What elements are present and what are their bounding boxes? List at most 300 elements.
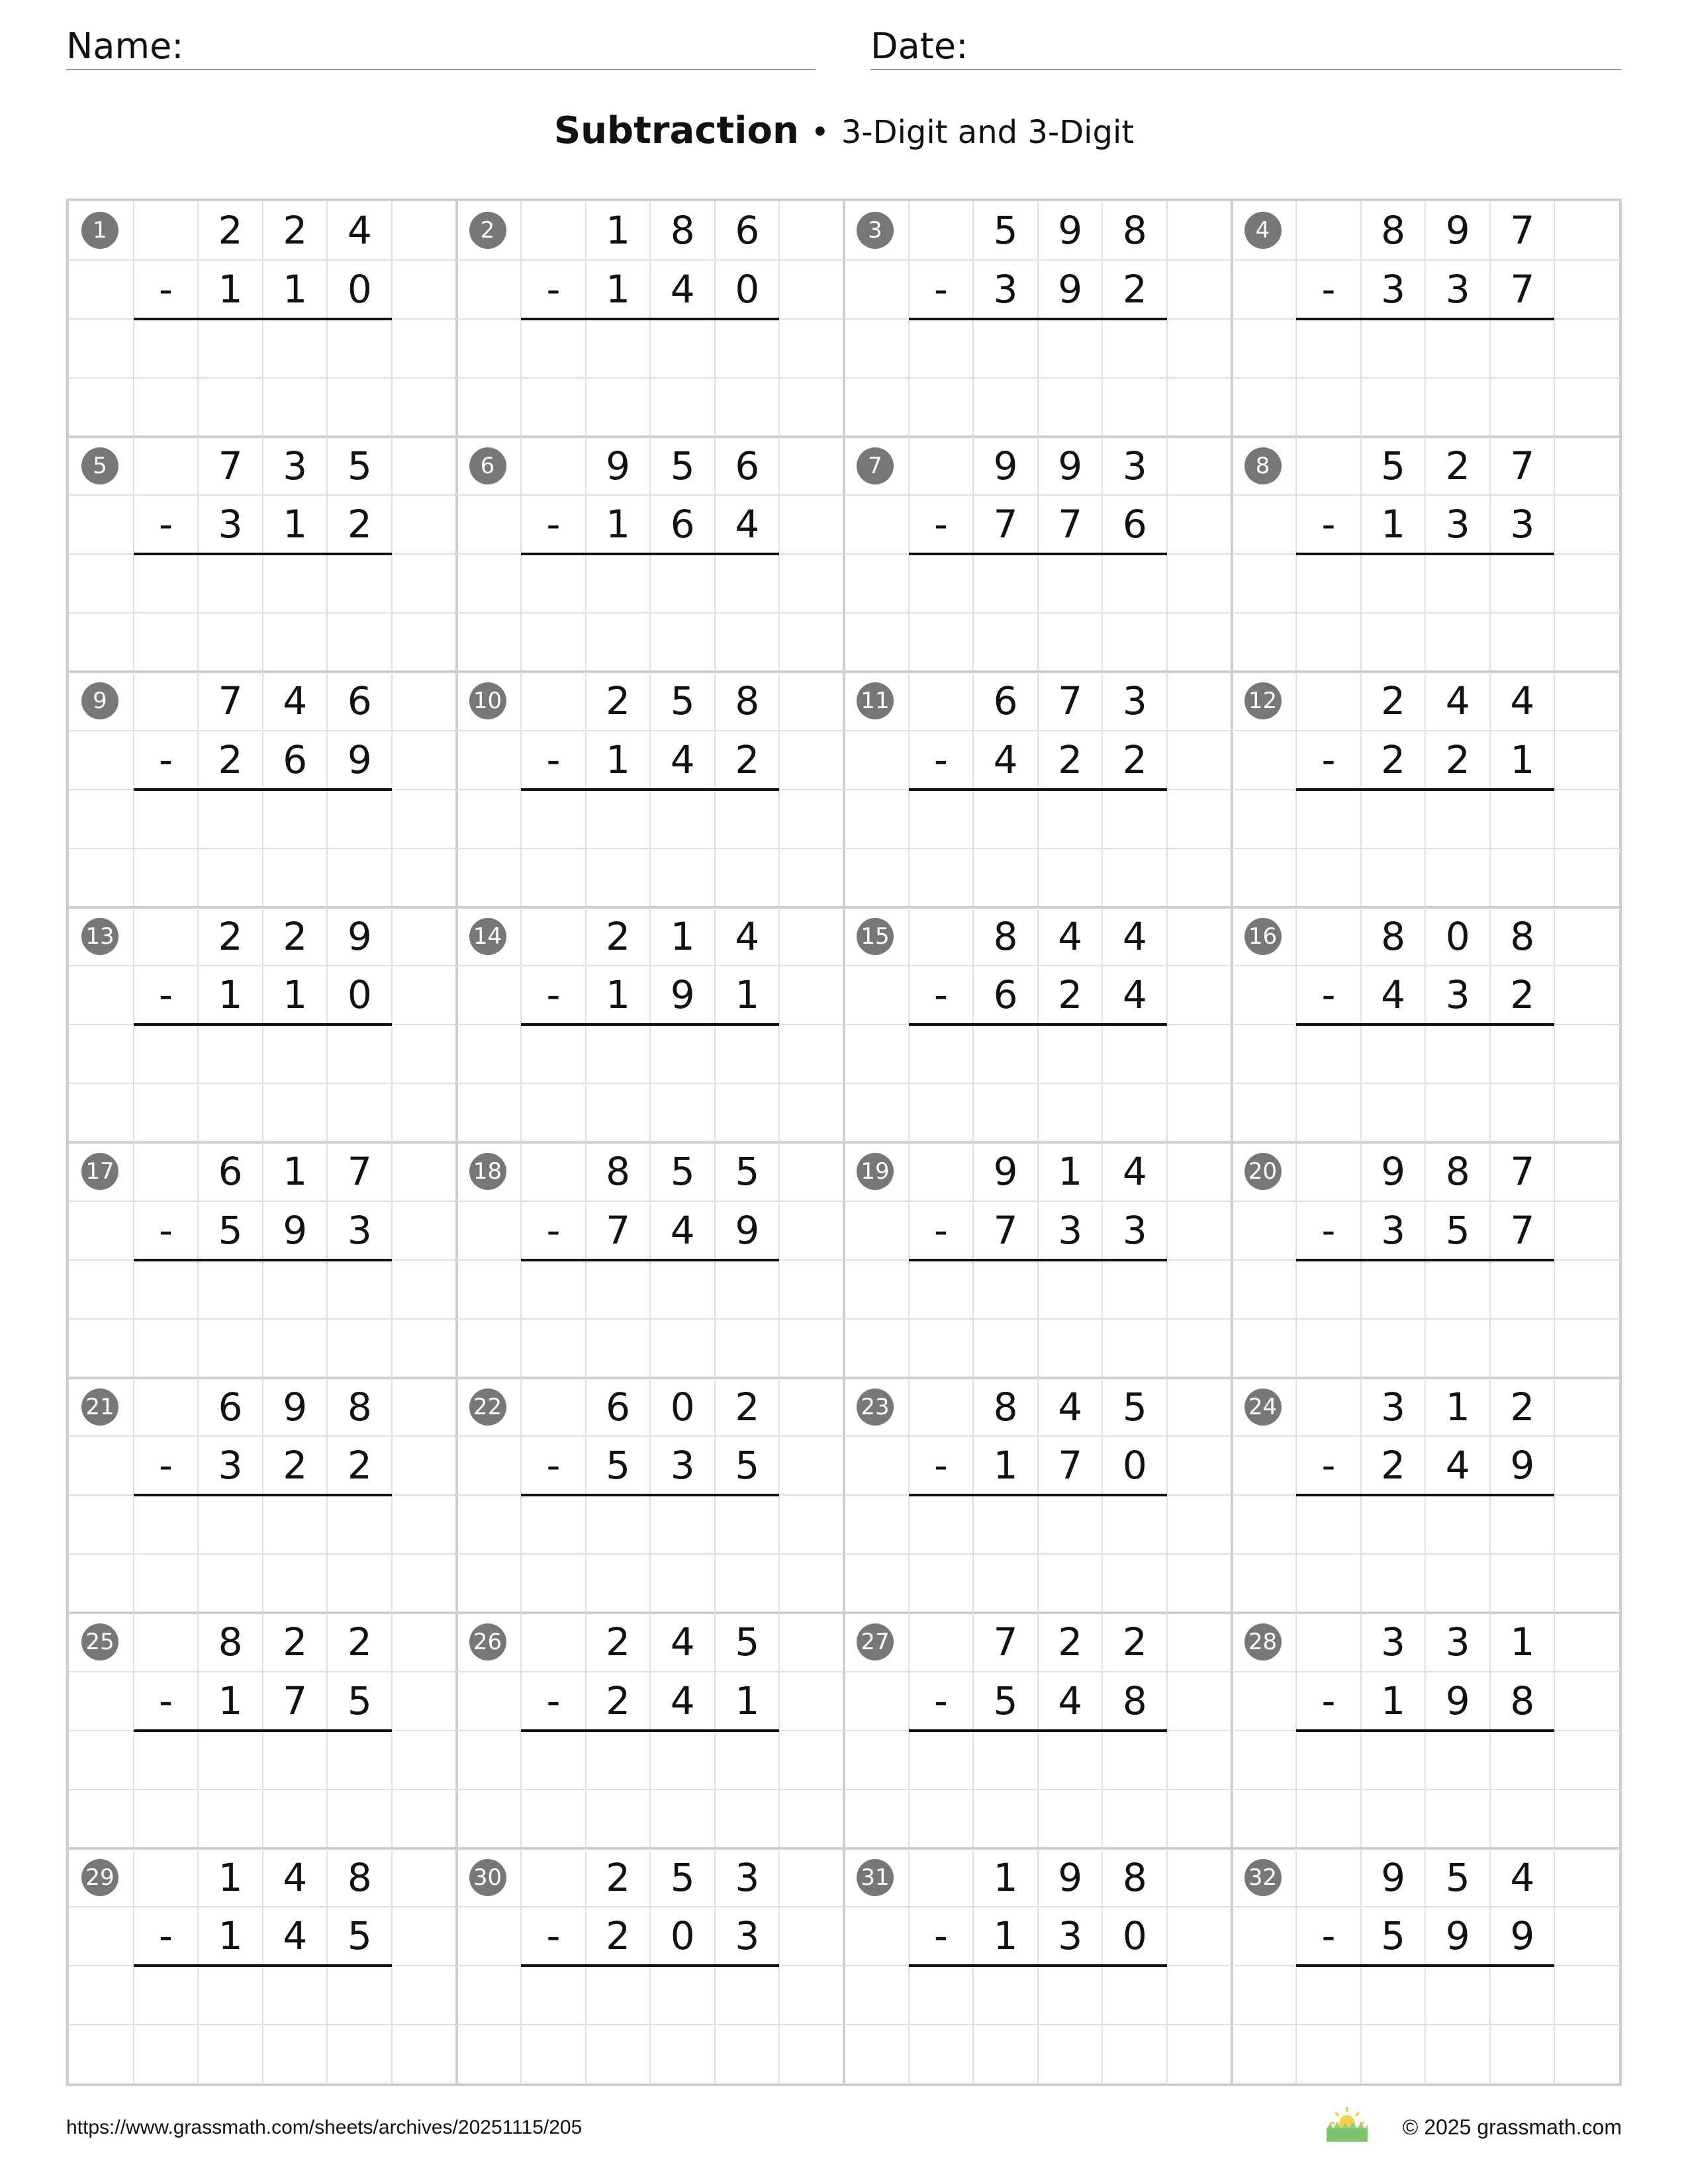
minus-sign: - [1321, 502, 1336, 547]
subtrahend-digit: 7 [993, 1207, 1018, 1253]
footer-url: https://www.grassmath.com/sheets/archives/20251115/205 [66, 2116, 583, 2138]
subtrahend-digit: 5 [347, 1913, 372, 1959]
problem-cell [457, 672, 846, 908]
subtrahend-digit: 1 [606, 737, 631, 782]
problem-number-badge: 11 [857, 682, 894, 719]
subtrahend-digit: 1 [218, 972, 243, 1018]
subtrahend-digit: 3 [1058, 1913, 1083, 1959]
minus-sign: - [159, 972, 173, 1018]
minus-sign: - [159, 1207, 173, 1253]
minuend-digit: 4 [283, 1854, 308, 1900]
minuend-digit: 3 [283, 443, 308, 488]
subtrahend-digit: 2 [1058, 737, 1083, 782]
subtrahend-digit: 2 [735, 737, 760, 782]
minuend-digit: 8 [1122, 208, 1147, 253]
grid-line [457, 612, 846, 614]
subtrahend-digit: 9 [735, 1207, 760, 1253]
minuend-digit: 2 [606, 678, 631, 723]
problem-cell [1232, 437, 1621, 673]
grid-line [457, 2024, 846, 2025]
minuend-digit: 9 [993, 1149, 1018, 1194]
minuend-digit: 9 [1058, 1854, 1083, 1900]
minuend-digit: 1 [1058, 1149, 1083, 1194]
minuend-digit: 3 [1122, 678, 1147, 723]
subtrahend-digit: 2 [1445, 737, 1470, 782]
subtrahend-digit: 9 [670, 972, 695, 1018]
grid-line [457, 1083, 846, 1084]
minuend-digit: 2 [606, 1854, 631, 1900]
problem-number-badge: 18 [469, 1153, 506, 1190]
subtrahend-digit: 1 [993, 1443, 1018, 1488]
subtrahend-digit: 9 [1445, 1678, 1470, 1723]
grid-line [69, 1318, 458, 1320]
problem-cell [844, 672, 1233, 908]
grid-line [1232, 2024, 1621, 2025]
minus-sign: - [934, 972, 948, 1018]
minus-sign: - [1321, 1913, 1336, 1959]
answer-line [1296, 1964, 1554, 1967]
minuend-digit: 2 [283, 913, 308, 959]
subtrahend-digit: 9 [347, 737, 372, 782]
problem-number-badge: 28 [1244, 1623, 1282, 1661]
subtrahend-digit: 4 [670, 1207, 695, 1253]
problem-number-badge: 1 [81, 212, 118, 249]
minuend-digit: 8 [606, 1149, 631, 1194]
minuend-digit: 2 [347, 1619, 372, 1664]
subtrahend-digit: 5 [993, 1678, 1018, 1723]
answer-line [1296, 318, 1554, 320]
grid-line [1232, 1083, 1621, 1084]
subtrahend-digit: 5 [735, 1443, 760, 1488]
subtrahend-digit: 3 [1510, 502, 1535, 547]
subtrahend-digit: 0 [735, 266, 760, 312]
minuend-digit: 4 [735, 913, 760, 959]
problem-number-badge: 25 [81, 1623, 118, 1661]
subtrahend-digit: 6 [283, 737, 308, 782]
grid-line [69, 612, 458, 614]
subtrahend-digit: 9 [1058, 266, 1083, 312]
subtrahend-digit: 1 [735, 972, 760, 1018]
problem-number-badge: 30 [469, 1859, 506, 1896]
minus-sign: - [1321, 972, 1336, 1018]
subtrahend-digit: 2 [1122, 737, 1147, 782]
minus-sign: - [546, 266, 561, 312]
grid-line [1232, 377, 1621, 379]
subtrahend-digit: 1 [1381, 502, 1406, 547]
minuend-digit: 2 [218, 913, 243, 959]
problem-number-badge: 16 [1244, 918, 1282, 955]
minuend-digit: 2 [1381, 678, 1406, 723]
subtrahend-digit: 5 [1445, 1207, 1470, 1253]
problem-cell [1232, 1613, 1621, 1849]
problem-number-badge: 23 [857, 1388, 894, 1426]
minuend-digit: 7 [218, 443, 243, 488]
grid-line [844, 612, 1233, 614]
problem-number-badge: 24 [1244, 1388, 1282, 1426]
minus-sign: - [934, 1913, 948, 1959]
minuend-digit: 7 [1510, 443, 1535, 488]
subtrahend-digit: 1 [606, 972, 631, 1018]
subtrahend-digit: 2 [606, 1913, 631, 1959]
subtrahend-digit: 4 [1122, 972, 1147, 1018]
footer-copyright: © 2025 grassmath.com [1402, 2115, 1622, 2139]
subtrahend-digit: 1 [283, 502, 308, 547]
problem-cell [69, 1378, 458, 1614]
minus-sign: - [546, 502, 561, 547]
subtrahend-digit: 1 [735, 1678, 760, 1723]
problem-number-badge: 15 [857, 918, 894, 955]
subtrahend-digit: 1 [283, 266, 308, 312]
minus-sign: - [546, 1207, 561, 1253]
subtrahend-digit: 3 [1445, 972, 1470, 1018]
problem-number-badge: 19 [857, 1153, 894, 1190]
grid-line [844, 377, 1233, 379]
answer-line [909, 1729, 1167, 1732]
minuend-digit: 3 [735, 1854, 760, 1900]
minuend-digit: 1 [993, 1854, 1018, 1900]
problem-cell [457, 1613, 846, 1849]
minuend-digit: 8 [1510, 913, 1535, 959]
minuend-digit: 5 [1381, 443, 1406, 488]
answer-line [909, 1023, 1167, 1026]
problem-number-badge: 5 [81, 447, 118, 484]
subtrahend-digit: 0 [1122, 1913, 1147, 1959]
subtrahend-digit: 5 [218, 1207, 243, 1253]
subtrahend-digit: 1 [606, 502, 631, 547]
subtrahend-digit: 2 [283, 1443, 308, 1488]
grid-line [69, 1789, 458, 1790]
minuend-digit: 7 [993, 1619, 1018, 1664]
minus-sign: - [159, 1678, 173, 1723]
minus-sign: - [934, 1678, 948, 1723]
grid-line [69, 2024, 458, 2025]
minuend-digit: 6 [735, 443, 760, 488]
grid-line [457, 1318, 846, 1320]
minuend-digit: 4 [1122, 1149, 1147, 1194]
problem-cell [69, 907, 458, 1144]
subtrahend-digit: 1 [1510, 737, 1535, 782]
minuend-digit: 8 [1381, 913, 1406, 959]
minus-sign: - [159, 266, 173, 312]
minuend-digit: 6 [606, 1384, 631, 1430]
problem-cell [1232, 907, 1621, 1144]
minuend-digit: 9 [606, 443, 631, 488]
minus-sign: - [546, 1443, 561, 1488]
minuend-digit: 2 [283, 1619, 308, 1664]
subtrahend-digit: 9 [1510, 1913, 1535, 1959]
answer-line [521, 553, 779, 555]
subtrahend-digit: 9 [1445, 1913, 1470, 1959]
grid-line [1232, 1318, 1621, 1320]
subtrahend-digit: 2 [1058, 972, 1083, 1018]
minus-sign: - [159, 737, 173, 782]
subtrahend-digit: 5 [1381, 1913, 1406, 1959]
subtrahend-digit: 5 [606, 1443, 631, 1488]
problem-number-badge: 29 [81, 1859, 118, 1896]
subtrahend-digit: 2 [1381, 737, 1406, 782]
problem-cell [1232, 1848, 1621, 2085]
minuend-digit: 2 [1510, 1384, 1535, 1430]
minuend-digit: 9 [993, 443, 1018, 488]
minuend-digit: 3 [1381, 1619, 1406, 1664]
subtrahend-digit: 7 [1510, 266, 1535, 312]
grid-line [844, 1789, 1233, 1790]
minus-sign: - [546, 972, 561, 1018]
minuend-digit: 5 [735, 1619, 760, 1664]
grid-line [844, 1083, 1233, 1084]
minuend-digit: 4 [1122, 913, 1147, 959]
answer-line [134, 553, 392, 555]
title-separator: • [810, 114, 829, 151]
minus-sign: - [934, 1443, 948, 1488]
answer-line [1296, 788, 1554, 791]
minuend-digit: 2 [283, 208, 308, 253]
subtrahend-digit: 6 [670, 502, 695, 547]
answer-line [521, 1729, 779, 1732]
grid-line [1232, 612, 1621, 614]
problem-cell [844, 907, 1233, 1144]
problem-number-badge: 21 [81, 1388, 118, 1426]
minuend-digit: 7 [1058, 678, 1083, 723]
problem-cell [457, 1378, 846, 1614]
minuend-digit: 4 [1058, 1384, 1083, 1430]
minuend-digit: 6 [347, 678, 372, 723]
minuend-digit: 4 [1510, 1854, 1535, 1900]
minuend-digit: 9 [283, 1384, 308, 1430]
minuend-digit: 2 [735, 1384, 760, 1430]
subtrahend-digit: 2 [1381, 1443, 1406, 1488]
subtrahend-digit: 4 [1381, 972, 1406, 1018]
problem-grid [66, 199, 1622, 2086]
problem-cell [1232, 672, 1621, 908]
minuend-digit: 8 [670, 208, 695, 253]
answer-line [134, 1964, 392, 1967]
subtrahend-digit: 1 [218, 266, 243, 312]
answer-line [909, 1259, 1167, 1261]
problem-number-badge: 22 [469, 1388, 506, 1426]
minuend-digit: 2 [218, 208, 243, 253]
minuend-digit: 4 [347, 208, 372, 253]
answer-line [521, 318, 779, 320]
title-main: Subtraction [553, 109, 799, 152]
grid-line [844, 2024, 1233, 2025]
problem-cell [69, 201, 458, 437]
subtrahend-digit: 2 [606, 1678, 631, 1723]
date-field[interactable] [870, 24, 1622, 70]
grid-line [69, 1553, 458, 1555]
grid-line [69, 848, 458, 849]
subtrahend-digit: 9 [283, 1207, 308, 1253]
subtrahend-digit: 7 [993, 502, 1018, 547]
subtrahend-digit: 3 [1122, 1207, 1147, 1253]
minuend-digit: 2 [1122, 1619, 1147, 1664]
answer-line [1296, 1259, 1554, 1261]
subtrahend-digit: 4 [1445, 1443, 1470, 1488]
minuend-digit: 2 [1445, 443, 1470, 488]
subtrahend-digit: 2 [347, 1443, 372, 1488]
grid-line [457, 1553, 846, 1555]
minus-sign: - [934, 737, 948, 782]
subtrahend-digit: 8 [1510, 1678, 1535, 1723]
subtrahend-digit: 3 [735, 1913, 760, 1959]
problem-cell [844, 1142, 1233, 1379]
problem-number-badge: 17 [81, 1153, 118, 1190]
subtrahend-digit: 1 [1381, 1678, 1406, 1723]
subtrahend-digit: 3 [218, 1443, 243, 1488]
subtrahend-digit: 3 [1381, 266, 1406, 312]
subtrahend-digit: 1 [218, 1913, 243, 1959]
subtrahend-digit: 3 [1445, 502, 1470, 547]
minuend-digit: 8 [1122, 1854, 1147, 1900]
minuend-digit: 6 [218, 1149, 243, 1194]
worksheet-title [0, 105, 1688, 159]
minuend-digit: 2 [606, 913, 631, 959]
problem-cell [844, 1848, 1233, 2085]
subtrahend-digit: 2 [347, 502, 372, 547]
problem-cell [844, 437, 1233, 673]
grid-line [457, 377, 846, 379]
minus-sign: - [934, 1207, 948, 1253]
problem-number-badge: 10 [469, 682, 506, 719]
problem-cell [844, 1378, 1233, 1614]
subtrahend-digit: 1 [606, 266, 631, 312]
answer-line [909, 1964, 1167, 1967]
problem-cell [69, 672, 458, 908]
minus-sign: - [934, 502, 948, 547]
minuend-digit: 4 [1058, 913, 1083, 959]
minuend-digit: 5 [735, 1149, 760, 1194]
problem-number-badge: 20 [1244, 1153, 1282, 1190]
minuend-digit: 9 [347, 913, 372, 959]
minuend-digit: 5 [1122, 1384, 1147, 1430]
problem-number-badge: 26 [469, 1623, 506, 1661]
minuend-digit: 5 [670, 443, 695, 488]
problem-number-badge: 9 [81, 682, 118, 719]
minuend-digit: 6 [218, 1384, 243, 1430]
minus-sign: - [546, 1678, 561, 1723]
minuend-digit: 9 [1058, 208, 1083, 253]
minuend-digit: 7 [1510, 1149, 1535, 1194]
minuend-digit: 9 [1381, 1149, 1406, 1194]
grid-line [844, 1318, 1233, 1320]
minuend-digit: 8 [1445, 1149, 1470, 1194]
minuend-digit: 9 [1445, 208, 1470, 253]
answer-line [909, 318, 1167, 320]
minuend-digit: 4 [1510, 678, 1535, 723]
subtrahend-digit: 2 [1510, 972, 1535, 1018]
minuend-digit: 4 [670, 1619, 695, 1664]
subtrahend-digit: 1 [283, 972, 308, 1018]
grid-line [457, 1789, 846, 1790]
answer-line [134, 318, 392, 320]
minuend-digit: 3 [1381, 1384, 1406, 1430]
minuend-digit: 7 [1510, 208, 1535, 253]
problem-cell [1232, 1142, 1621, 1379]
subtrahend-digit: 8 [1122, 1678, 1147, 1723]
subtrahend-digit: 3 [1058, 1207, 1083, 1253]
subtrahend-digit: 7 [1058, 1443, 1083, 1488]
subtrahend-digit: 1 [218, 1678, 243, 1723]
grid-line [1232, 848, 1621, 849]
minuend-digit: 6 [735, 208, 760, 253]
problem-number-badge: 6 [469, 447, 506, 484]
minus-sign: - [1321, 1443, 1336, 1488]
problem-cell [1232, 201, 1621, 437]
grass-sun-icon [1324, 2103, 1370, 2143]
problem-number-badge: 3 [857, 212, 894, 249]
subtrahend-digit: 4 [670, 737, 695, 782]
answer-line [1296, 1023, 1554, 1026]
answer-line [521, 1494, 779, 1496]
answer-line [909, 788, 1167, 791]
subtrahend-digit: 9 [1510, 1443, 1535, 1488]
answer-line [521, 1259, 779, 1261]
minuend-digit: 2 [1058, 1619, 1083, 1664]
problem-cell [69, 437, 458, 673]
problem-cell [69, 1613, 458, 1849]
minuend-digit: 5 [1445, 1854, 1470, 1900]
minus-sign: - [546, 1913, 561, 1959]
minuend-digit: 9 [1381, 1854, 1406, 1900]
minuend-digit: 9 [1058, 443, 1083, 488]
problem-cell [69, 1848, 458, 2085]
answer-line [1296, 553, 1554, 555]
minuend-digit: 5 [670, 1854, 695, 1900]
minuend-digit: 0 [670, 1384, 695, 1430]
problem-number-badge: 2 [469, 212, 506, 249]
minuend-digit: 4 [283, 678, 308, 723]
name-field[interactable] [66, 24, 816, 70]
minuend-digit: 1 [1445, 1384, 1470, 1430]
minuend-digit: 2 [606, 1619, 631, 1664]
minus-sign: - [159, 1913, 173, 1959]
minuend-digit: 8 [993, 1384, 1018, 1430]
minuend-digit: 1 [218, 1854, 243, 1900]
minuend-digit: 6 [993, 678, 1018, 723]
minus-sign: - [934, 266, 948, 312]
problem-number-badge: 7 [857, 447, 894, 484]
answer-line [1296, 1494, 1554, 1496]
minuend-digit: 8 [347, 1854, 372, 1900]
minus-sign: - [546, 737, 561, 782]
subtrahend-digit: 2 [218, 737, 243, 782]
subtrahend-digit: 3 [993, 266, 1018, 312]
minuend-digit: 1 [283, 1149, 308, 1194]
problem-number-badge: 32 [1244, 1859, 1282, 1896]
minuend-digit: 5 [993, 208, 1018, 253]
subtrahend-digit: 6 [993, 972, 1018, 1018]
answer-line [1296, 1729, 1554, 1732]
minuend-digit: 1 [670, 913, 695, 959]
minus-sign: - [1321, 266, 1336, 312]
grid-line [69, 377, 458, 379]
minuend-digit: 3 [1445, 1619, 1470, 1664]
minuend-digit: 8 [1381, 208, 1406, 253]
minuend-digit: 8 [347, 1384, 372, 1430]
grid-line [69, 1083, 458, 1084]
minus-sign: - [1321, 737, 1336, 782]
subtrahend-digit: 4 [993, 737, 1018, 782]
subtrahend-digit: 4 [670, 266, 695, 312]
problem-cell [457, 1142, 846, 1379]
minuend-digit: 8 [218, 1619, 243, 1664]
problem-number-badge: 8 [1244, 447, 1282, 484]
grid-line [457, 848, 846, 849]
minus-sign: - [1321, 1207, 1336, 1253]
subtrahend-digit: 6 [1122, 502, 1147, 547]
problem-cell [844, 1613, 1233, 1849]
minuend-digit: 0 [1445, 913, 1470, 959]
